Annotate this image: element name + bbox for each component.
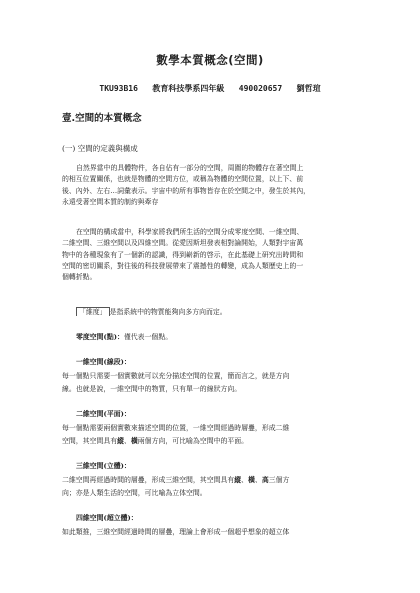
zero-d-desc: 僅代表一個點。 xyxy=(123,333,173,341)
paragraph-space-definition xyxy=(62,163,362,208)
paragraph-line: 永遠受著空間本質的制約與牽存 xyxy=(62,197,159,206)
paragraph-line: 在空間的構成當中，科學家將我們所生活的空間分成零度空間、一維空間、 xyxy=(76,228,304,236)
subsection-heading: (一) 空間的定義與構成 xyxy=(62,144,138,153)
paragraph-line: 二維空間、三維空間以及四維空間。從愛因斯坦發表相對論開始，人類對宇宙萬 xyxy=(62,239,304,248)
text-segment: 、 xyxy=(241,476,249,484)
text-segment: 空間，其空間具有 xyxy=(62,437,118,445)
three-d-line: 向；亦是人類生活的空間，可比喻為立体空間。 xyxy=(62,489,207,497)
text-segment: 兩個方向，可比喻為空間中的平面。 xyxy=(137,437,249,445)
paragraph-line: 的相互位置關係，也就是物體的空間方位，或稱為物體的空間位置，以上下、前 xyxy=(62,175,304,184)
three-d-label: 三維空間(立體)： xyxy=(76,462,131,470)
author-line: TKU93B16 教育科技學系四年級 490020657 劉哲瑄 xyxy=(99,84,321,93)
three-d-line xyxy=(62,474,362,484)
zero-d-label: 零度空間(點)： xyxy=(76,333,124,341)
dimension-note-text: 是指系統中的物質能夠向多方向而定。 xyxy=(109,308,227,316)
text-segment: 、 xyxy=(124,437,131,445)
two-d-label: 二維空間(平面)： xyxy=(76,410,131,418)
emphasis-term: 縱 xyxy=(117,437,125,445)
zero-d-definition xyxy=(76,331,172,341)
paragraph-line: 物中的各種現象有了一個新的認識，得到嶄新的啓示，在此基礎上研究出時間和 xyxy=(62,250,304,259)
four-d-line: 如此類推，三維空間經過時間的層疊，理論上會形成一個超乎想象的超立体 xyxy=(62,528,290,536)
text-segment: 、 xyxy=(254,476,262,484)
paragraph-line: 後、內外、左右…詞彙表示。宇宙中的所有事物皆存在於空間之中，發生於其內， xyxy=(62,186,311,195)
section-heading: 壹.空間的本質概念 xyxy=(62,113,142,124)
emphasis-term: 橫 xyxy=(130,437,138,445)
one-d-line: 線。也就是說，一維空間中的物質，只有單一的線狀方向。 xyxy=(62,385,242,393)
two-d-line xyxy=(62,435,362,445)
four-d-label: 四維空間(超立體)： xyxy=(76,514,138,522)
emphasis-term: 高 xyxy=(261,476,269,484)
paragraph-space-composition xyxy=(62,227,362,283)
dimension-note xyxy=(76,306,376,316)
paragraph-line: 自然界當中的具體物件，各自佔有一部分的空間，周圍的物體存在著空間上 xyxy=(76,164,304,172)
one-d-label: 一維空間(線段)： xyxy=(76,358,131,366)
document-title: 數學本質概念(空間) xyxy=(156,53,264,67)
one-d-line: 每一個點只需要一個實數就可以充分描述空間的位置，簡而言之，就是方向 xyxy=(62,372,290,380)
paragraph-line: 個轉折點。 xyxy=(62,273,97,282)
text-segment: 二維空間再經過時間的層疊，形成三維空間，其空間具有 xyxy=(62,476,235,484)
emphasis-term: 縱 xyxy=(234,476,242,484)
emphasis-term: 橫 xyxy=(248,476,255,484)
text-segment: 三個方 xyxy=(268,476,290,484)
paragraph-line: 空間的密切關系，對往後的科技發展帶來了震撼性的轉變，成為人類歷史上的一 xyxy=(62,261,304,270)
two-d-line: 每一個點需要兩個實數來描述空間的位置，一維空間經過時層疊，形成二維 xyxy=(62,424,290,432)
dimension-term: 「維度」 xyxy=(76,307,110,316)
